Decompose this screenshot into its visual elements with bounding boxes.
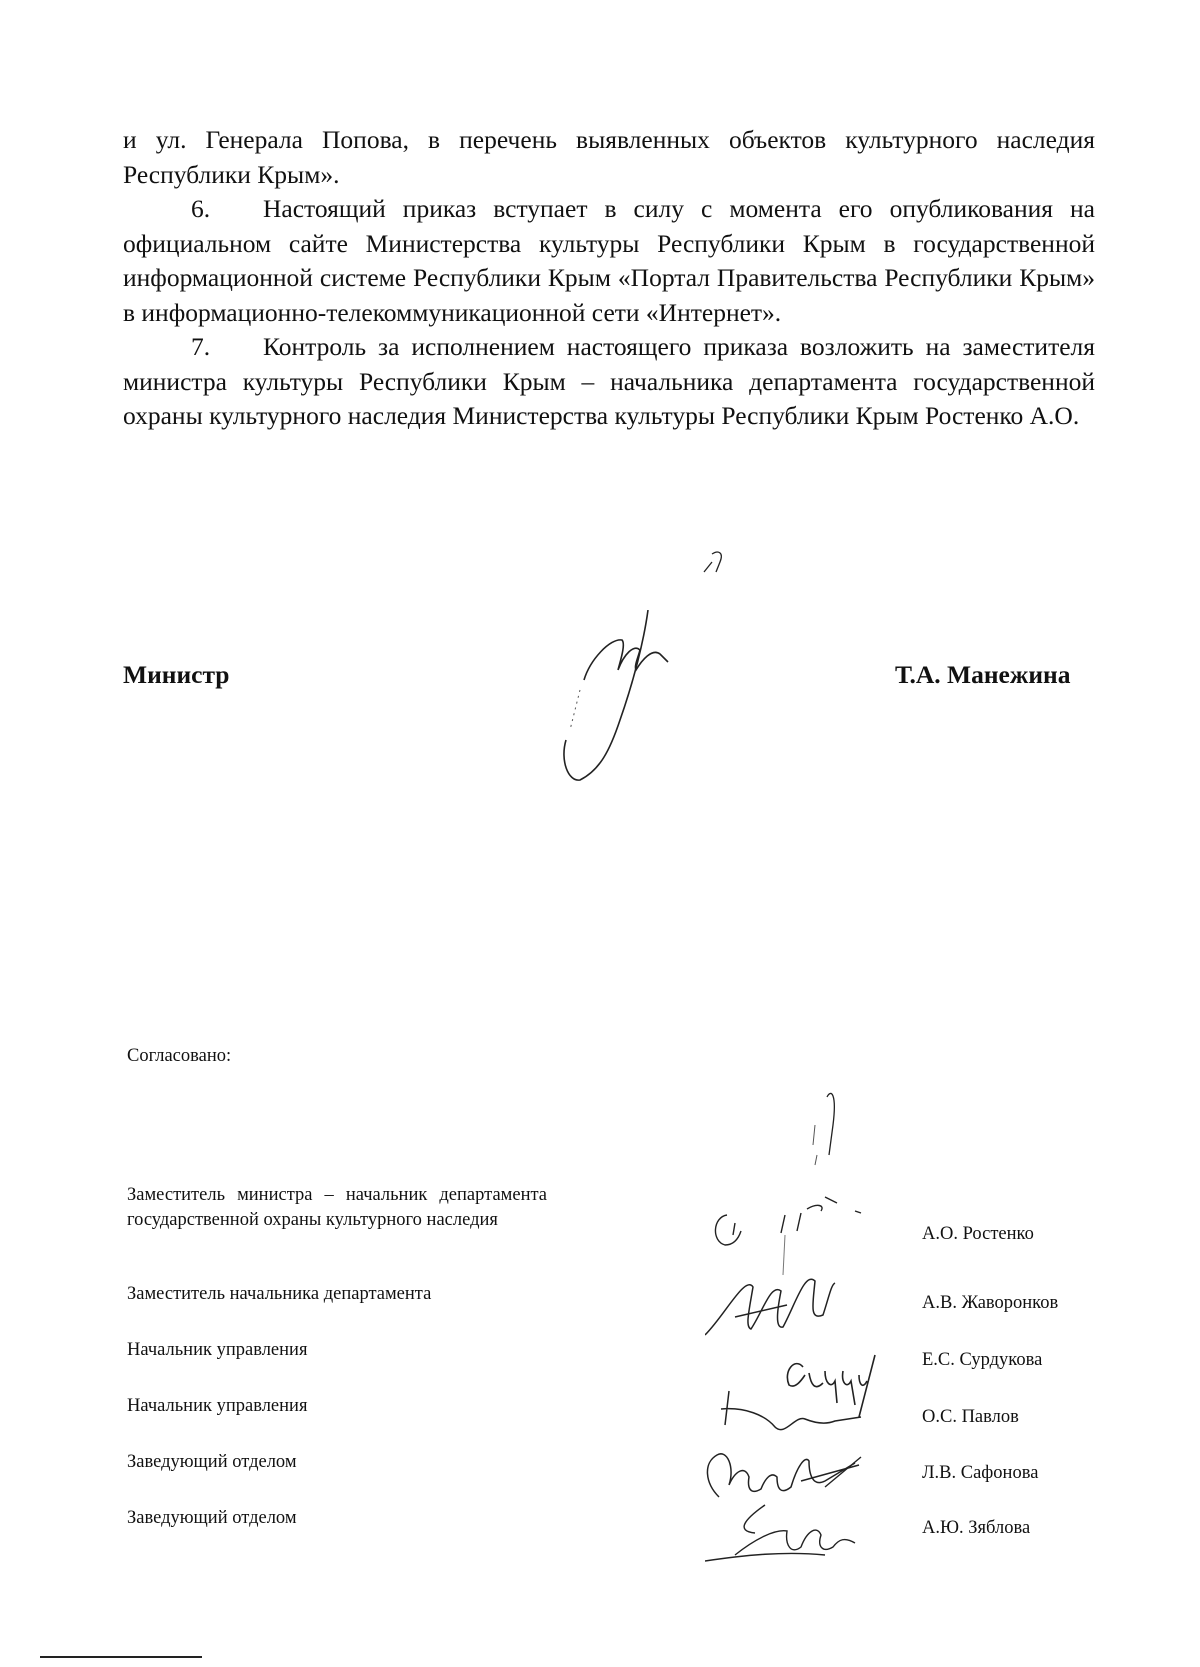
paragraph-7	[123, 330, 1095, 434]
paragraph-6-text: Настоящий приказ вступает в силу с момента его опубликования на официальном сайте Министерства культуры Республики Крым в государственной информационной системе Республики Крым «Портал Правительства Республики Крым» в информационно-телекоммуникационной сети «Интернет».	[123, 194, 1095, 327]
approver-name-3: Е.С. Сурдукова	[922, 1350, 1043, 1370]
small-mark-icon	[700, 548, 730, 578]
approver-name-1: А.О. Ростенко	[922, 1224, 1034, 1244]
approver-name-2: А.В. Жаворонков	[922, 1293, 1059, 1313]
approver-name-4: О.С. Павлов	[922, 1407, 1019, 1427]
footer-rule	[40, 1656, 202, 1658]
approver-position-1: Заместитель министра – начальник департамента государственной охраны культурного наследия	[127, 1185, 547, 1230]
approver-position-4: Начальник управления	[127, 1396, 308, 1416]
signer-name: Т.А. Манежина	[895, 660, 1071, 689]
order-body-text	[123, 123, 1095, 434]
approver-position-3: Начальник управления	[127, 1340, 308, 1360]
approval-signatures-icon	[705, 1085, 925, 1565]
approvals-label: Согласовано:	[127, 1046, 232, 1066]
signer-position: Министр	[123, 660, 230, 689]
approver-position-6: Заведующий отделом	[127, 1508, 297, 1528]
approver-name-5: Л.В. Сафонова	[922, 1463, 1039, 1483]
paragraph-7-number: 7.	[191, 332, 211, 361]
approver-position-5: Заведующий отделом	[127, 1452, 297, 1472]
minister-signature-icon	[560, 610, 700, 810]
approver-position-2: Заместитель начальника департамента	[127, 1284, 432, 1304]
paragraph-continuation: и ул. Генерала Попова, в перечень выявленных объектов культурного наследия Республики Крым».	[123, 125, 1095, 189]
paragraph-7-text: Контроль за исполнением настоящего приказа возложить на заместителя министра культуры Республики Крым – начальника департамента государственной охраны культурного наследия Министерства культуры Республики Крым Ростенко А.О.	[123, 332, 1095, 430]
paragraph-6	[123, 192, 1095, 330]
paragraph-6-number: 6.	[191, 194, 211, 223]
approver-name-6: А.Ю. Зяблова	[922, 1518, 1031, 1538]
